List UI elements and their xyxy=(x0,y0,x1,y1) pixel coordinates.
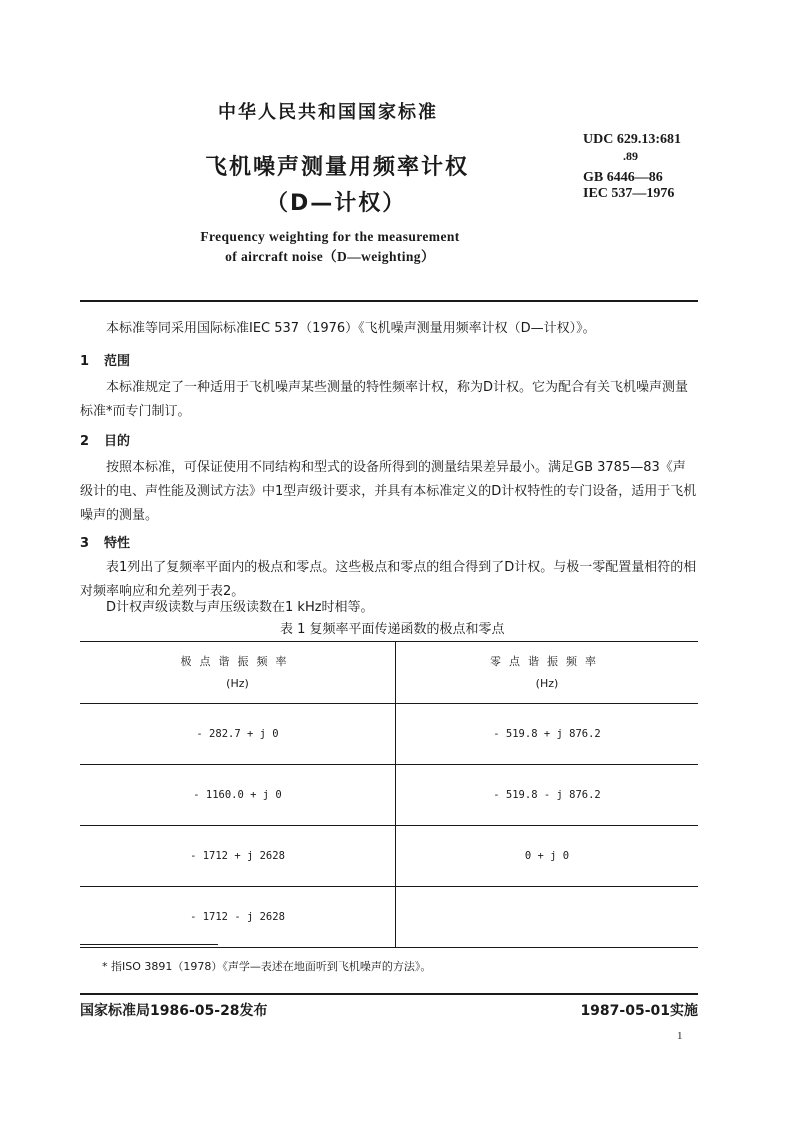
table-row xyxy=(80,765,698,826)
pole-header-unit: (Hz) xyxy=(226,676,249,690)
header-divider xyxy=(80,300,698,302)
table-1-caption: 表 1 复频率平面传递函数的极点和零点 xyxy=(280,622,505,637)
footnote-divider xyxy=(80,944,218,945)
section-2-heading xyxy=(80,430,130,449)
section-text-2: D计权声级读数与声压级读数在1 kHz时相等。 xyxy=(106,600,374,615)
section-text: 表1列出了复频率平面内的极点和零点。这些极点和零点的组合得到了D计权。与极一零配置量相符的相对频率响应和允差列于表2。 xyxy=(80,560,697,599)
table-row xyxy=(80,704,698,765)
footer-divider xyxy=(80,993,698,995)
pole-cell: - 1160.0 + j 0 xyxy=(80,765,396,826)
footnote: * 指ISO 3891（1978）《声学—表述在地面听到飞机噪声的方法》。 xyxy=(102,960,432,973)
issue-date: 国家标准局1986-05-28发布 xyxy=(80,1003,268,1019)
section-1-body xyxy=(80,376,698,424)
title-en-line1: Frequency weighting for the measurement xyxy=(200,229,460,244)
gb-code: GB 6446—86 xyxy=(583,170,663,185)
zero-header-unit: (Hz) xyxy=(535,676,559,690)
pole-header-label: 极点谐振频率 xyxy=(180,654,295,668)
effective-date: 1987-05-01实施 xyxy=(580,1003,698,1019)
section-number: 3 xyxy=(80,536,90,551)
zero-column-header xyxy=(396,642,699,704)
intro-paragraph xyxy=(80,317,698,341)
section-1-heading xyxy=(80,350,130,369)
title-en-line2: of aircraft noise（D—weighting） xyxy=(225,249,435,264)
section-text: 按照本标准，可保证使用不同结构和型式的设备所得到的测量结果差异最小。满足GB 3785—83《声级计的电、声性能及测试方法》中1型声级计要求，并具有本标准定义的D计权特性的专门设备，适用于飞机噪声的测量。 xyxy=(80,460,697,523)
national-standard-heading: 中华人民共和国国家标准 xyxy=(218,102,438,123)
page-number: 1 xyxy=(677,1030,683,1042)
iec-code: IEC 537—1976 xyxy=(583,186,675,201)
section-text: 本标准规定了一种适用于飞机噪声某些测量的特性频率计权，称为D计权。它为配合有关飞机噪声测量标准*而专门制订。 xyxy=(80,380,689,419)
zero-cell: 0 + j 0 xyxy=(396,826,699,887)
pole-column-header xyxy=(80,642,396,704)
table-header-row xyxy=(80,642,698,704)
udc-code-cont: .89 xyxy=(623,149,638,163)
section-3-body-2 xyxy=(80,596,698,620)
pole-cell: - 1712 + j 2628 xyxy=(80,826,396,887)
section-title: 特性 xyxy=(104,536,131,551)
zero-cell: - 519.8 + j 876.2 xyxy=(396,704,699,765)
section-2-body xyxy=(80,456,698,528)
zero-cell xyxy=(396,887,699,948)
poles-zeros-table xyxy=(80,641,698,948)
document-title-en xyxy=(180,227,480,267)
pole-cell: - 282.7 + j 0 xyxy=(80,704,396,765)
section-3-heading xyxy=(80,532,130,551)
section-number: 1 xyxy=(80,354,90,369)
pole-cell: - 1712 - j 2628 xyxy=(80,887,396,948)
section-title: 目的 xyxy=(104,434,131,449)
table-row xyxy=(80,826,698,887)
section-number: 2 xyxy=(80,434,90,449)
document-title-sub: （D—计权） xyxy=(266,191,407,216)
table-row xyxy=(80,887,698,948)
classification-codes xyxy=(583,132,681,202)
document-title-cn: 飞机噪声测量用频率计权 xyxy=(205,155,470,180)
intro-text: 本标准等同采用国际标准IEC 537（1976）《飞机噪声测量用频率计权（D—计权）》。 xyxy=(106,321,596,336)
section-title: 范围 xyxy=(104,354,131,369)
zero-header-label: 零点谐振频率 xyxy=(490,654,604,668)
zero-cell: - 519.8 - j 876.2 xyxy=(396,765,699,826)
udc-code: UDC 629.13:681 xyxy=(583,132,681,147)
